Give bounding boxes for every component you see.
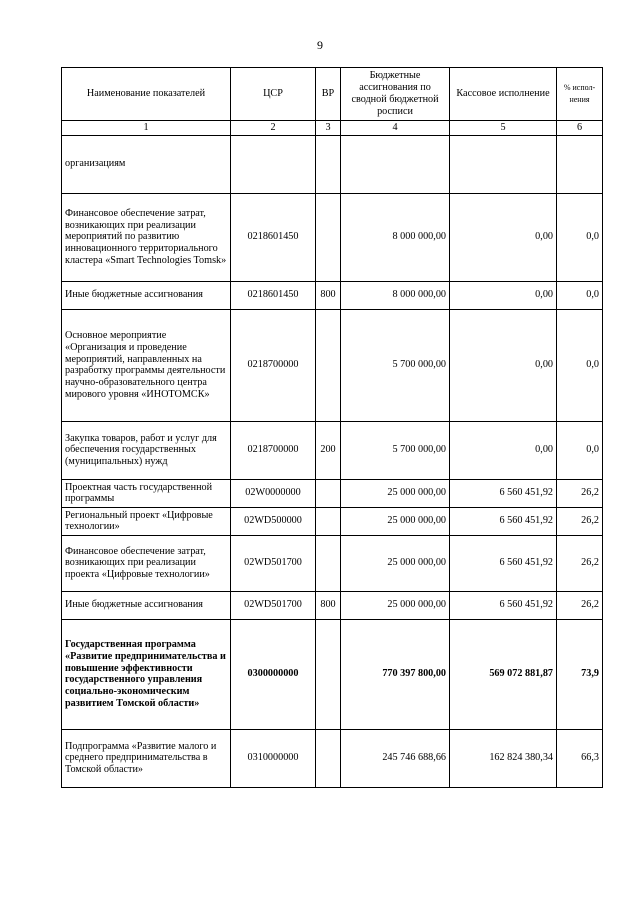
row-cash: 6 560 451,92 <box>450 507 557 535</box>
row-budget: 245 746 688,66 <box>341 729 450 787</box>
row-csr: 0218700000 <box>231 421 316 479</box>
row-cash: 162 824 380,34 <box>450 729 557 787</box>
row-percent: 0,0 <box>557 193 603 281</box>
row-vr <box>316 507 341 535</box>
table-row <box>62 135 603 193</box>
row-name: Иные бюджетные ассигнования <box>62 591 231 619</box>
column-number: 5 <box>450 121 557 136</box>
row-percent: 0,0 <box>557 309 603 421</box>
row-budget: 25 000 000,00 <box>341 535 450 591</box>
row-budget: 8 000 000,00 <box>341 193 450 281</box>
row-percent: 0,0 <box>557 421 603 479</box>
row-cash: 6 560 451,92 <box>450 591 557 619</box>
header-budget: Бюджетные ассигнования по сводной бюджетной росписи <box>341 68 450 121</box>
row-percent <box>557 135 603 193</box>
table-row <box>62 309 603 421</box>
row-cash: 0,00 <box>450 421 557 479</box>
row-cash: 0,00 <box>450 309 557 421</box>
row-csr: 0218601450 <box>231 281 316 309</box>
row-name: Закупка товаров, работ и услуг для обеспечения государственных (муниципальных) нужд <box>62 421 231 479</box>
row-vr <box>316 193 341 281</box>
row-percent: 26,2 <box>557 507 603 535</box>
column-number-row <box>62 121 603 136</box>
row-cash: 0,00 <box>450 193 557 281</box>
table-row <box>62 535 603 591</box>
row-csr: 02WD501700 <box>231 535 316 591</box>
table-row <box>62 479 603 507</box>
row-csr: 0310000000 <box>231 729 316 787</box>
table-row <box>62 507 603 535</box>
table-row <box>62 281 603 309</box>
row-name: организациям <box>62 135 231 193</box>
column-number: 6 <box>557 121 603 136</box>
row-percent: 0,0 <box>557 281 603 309</box>
column-number: 4 <box>341 121 450 136</box>
page-number: 9 <box>317 38 323 52</box>
row-budget: 25 000 000,00 <box>341 479 450 507</box>
row-budget <box>341 135 450 193</box>
table-row <box>62 591 603 619</box>
column-number: 1 <box>62 121 231 136</box>
row-budget: 770 397 800,00 <box>341 619 450 729</box>
table-row <box>62 193 603 281</box>
row-vr <box>316 479 341 507</box>
row-name: Подпрограмма «Развитие малого и среднего предпринимательства в Томской области» <box>62 729 231 787</box>
row-percent: 66,3 <box>557 729 603 787</box>
table-row <box>62 421 603 479</box>
row-vr: 800 <box>316 591 341 619</box>
row-name: Иные бюджетные ассигнования <box>62 281 231 309</box>
row-cash <box>450 135 557 193</box>
row-vr <box>316 619 341 729</box>
row-csr: 02WD500000 <box>231 507 316 535</box>
row-csr: 0218700000 <box>231 309 316 421</box>
row-vr: 800 <box>316 281 341 309</box>
row-percent: 73,9 <box>557 619 603 729</box>
row-csr: 02WD501700 <box>231 591 316 619</box>
header-cash: Кассовое исполнение <box>450 68 557 121</box>
row-vr <box>316 309 341 421</box>
header-csr: ЦСР <box>231 68 316 121</box>
table-header-row <box>62 68 603 121</box>
row-name: Региональный проект «Цифровые технологии» <box>62 507 231 535</box>
column-number: 2 <box>231 121 316 136</box>
row-vr: 200 <box>316 421 341 479</box>
row-percent: 26,2 <box>557 535 603 591</box>
row-budget: 25 000 000,00 <box>341 507 450 535</box>
row-budget: 25 000 000,00 <box>341 591 450 619</box>
budget-execution-table <box>61 67 603 788</box>
row-csr: 0218601450 <box>231 193 316 281</box>
header-vr: ВР <box>316 68 341 121</box>
row-csr <box>231 135 316 193</box>
header-name: Наименование показателей <box>62 68 231 121</box>
row-budget: 5 700 000,00 <box>341 309 450 421</box>
row-budget: 8 000 000,00 <box>341 281 450 309</box>
row-budget: 5 700 000,00 <box>341 421 450 479</box>
row-vr <box>316 135 341 193</box>
table-row <box>62 619 603 729</box>
row-cash: 6 560 451,92 <box>450 535 557 591</box>
row-cash: 6 560 451,92 <box>450 479 557 507</box>
row-percent: 26,2 <box>557 591 603 619</box>
row-name: Государственная программа «Развитие предпринимательства и повышение эффективности государственного управления социально-экономическим развитием Томской области» <box>62 619 231 729</box>
table-row <box>62 729 603 787</box>
row-name: Проектная часть государственной программы <box>62 479 231 507</box>
row-csr: 02W0000000 <box>231 479 316 507</box>
row-csr: 0300000000 <box>231 619 316 729</box>
header-percent: % испол-нения <box>557 68 603 121</box>
column-number: 3 <box>316 121 341 136</box>
row-percent: 26,2 <box>557 479 603 507</box>
row-vr <box>316 535 341 591</box>
row-name: Финансовое обеспечение затрат, возникающих при реализации проекта «Цифровые технологии» <box>62 535 231 591</box>
row-vr <box>316 729 341 787</box>
row-name: Основное мероприятие «Организация и проведение мероприятий, направленных на разработку программы деятельности научно-образовательного центра мирового уровня «ИНОТОМСК» <box>62 309 231 421</box>
row-name: Финансовое обеспечение затрат, возникающих при реализации мероприятий по развитию инновационного территориального кластера «Smart Technologies Tomsk» <box>62 193 231 281</box>
row-cash: 569 072 881,87 <box>450 619 557 729</box>
row-cash: 0,00 <box>450 281 557 309</box>
